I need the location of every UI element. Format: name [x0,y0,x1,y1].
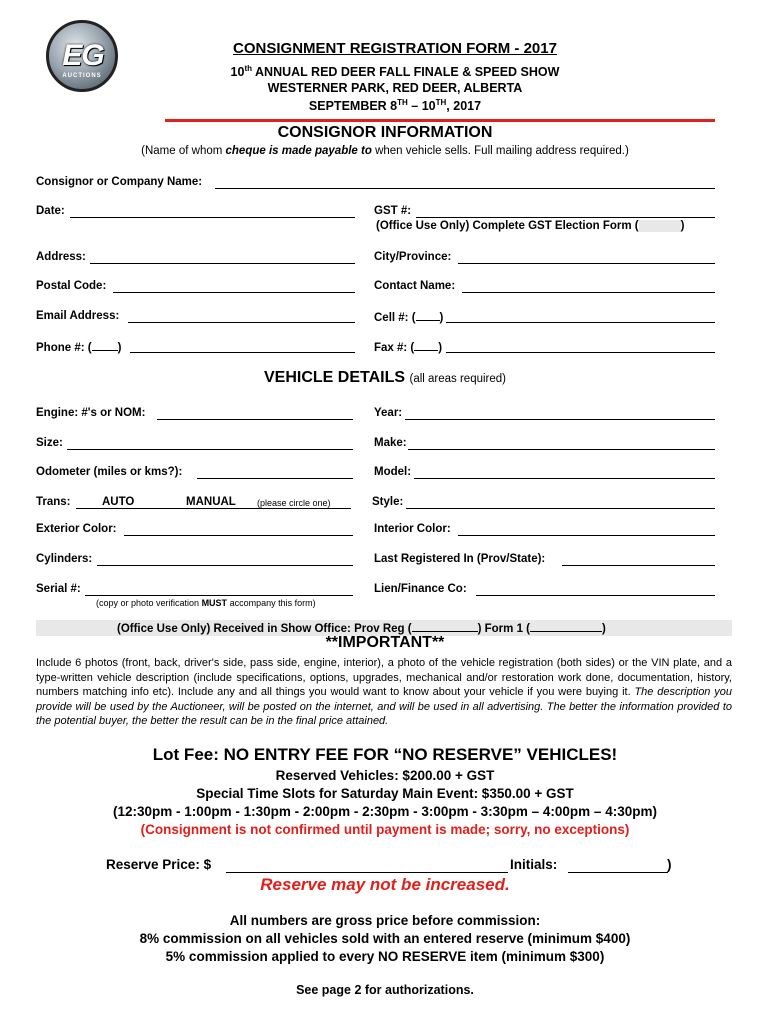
commission-no-reserve: 5% commission applied to every NO RESERVE item (minimum $300) [165,949,605,964]
make-field[interactable] [408,449,715,450]
cylinders-label: Cylinders: [36,553,93,565]
cell-label: Cell #: ( ) [374,312,444,324]
date-field[interactable] [70,217,355,218]
special-slot-fee: Special Time Slots for Saturday Main Event: $350.00 + GST [196,786,574,801]
postal-label: Postal Code: [36,280,107,292]
engine-label: Engine: #'s or NOM: [36,407,146,419]
consignor-note: (Name of whom cheque is made payable to when vehicle sells. Full mailing address required.) [141,145,629,157]
trans-note: (please circle one) [257,498,331,508]
interior-color-field[interactable] [458,535,715,536]
last-registered-field[interactable] [562,565,715,566]
reserved-fee: Reserved Vehicles: $200.00 + GST [275,768,495,783]
trans-auto-option[interactable]: AUTO [102,496,135,508]
serial-note: (copy or photo verification MUST accompany this form) [96,598,316,608]
phone-field[interactable] [130,352,355,353]
odometer-field[interactable] [197,478,353,479]
reserve-price-field[interactable] [226,872,508,873]
postal-field[interactable] [113,292,355,293]
fax-label: Fax #: ( ) [374,342,443,354]
last-registered-label: Last Registered In (Prov/State): [374,553,546,565]
logo-text: EG [62,39,104,72]
company-name-field[interactable] [215,188,715,189]
header-divider [165,119,715,122]
email-field[interactable] [128,322,355,323]
size-label: Size: [36,437,63,449]
commission-reserve: 8% commission on all vehicles sold with an entered reserve (minimum $400) [139,931,631,946]
vehicle-heading: VEHICLE DETAILS (all areas required) [263,369,506,386]
fax-field[interactable] [446,352,715,353]
important-body: Include 6 photos (front, back, driver's side, pass side, engine, interior), a photo of the vehicle registration (both sides) or the VIN plate, and a type-written vehicle description (include specifications, options, upgrades, mechanical and/or restoration work done, documentation, history, numbers matching info etc). Include any and all things you would want to know about your vehicle if you were buying it. The description you provide will be used by the Auctioneer, will be posted on the internet, and will be used in all advertising. The better the information provided to the potential buyer, the better the result can be in the final price attained. [36,657,732,728]
cylinders-field[interactable] [97,565,353,566]
time-slots: (12:30pm - 1:00pm - 1:30pm - 2:00pm - 2:30pm - 3:00pm - 3:30pm – 4:00pm – 4:30pm) [113,804,657,819]
reserve-warning: Reserve may not be increased. [260,875,510,894]
address-field[interactable] [90,263,355,264]
year-field[interactable] [405,419,715,420]
lien-label: Lien/Finance Co: [374,583,467,595]
city-field[interactable] [458,263,715,264]
initials-close: ) [667,857,672,872]
phone-label: Phone #: ( ) [36,342,122,354]
payment-note: (Consignment is not confirmed until payment is made; sorry, no exceptions) [140,822,630,837]
email-label: Email Address: [36,310,120,322]
model-field[interactable] [414,478,715,479]
office-use-text: (Office Use Only) Received in Show Office: Prov Reg ( ) Form 1 ( ) [117,623,606,635]
contact-field[interactable] [462,292,715,293]
gst-field[interactable] [416,217,715,218]
company-logo [46,20,118,92]
contact-label: Contact Name: [374,280,456,292]
see-page-2: See page 2 for authorizations. [296,983,474,997]
important-heading: **IMPORTANT** [325,634,445,651]
style-label: Style: [372,496,404,508]
style-field[interactable] [406,508,715,509]
gst-label: GST #: [374,205,412,217]
initials-label: Initials: [510,857,558,872]
city-label: City/Province: [374,251,452,263]
engine-field[interactable] [157,419,353,420]
reserve-price-label: Reserve Price: $ [106,857,212,872]
lien-field[interactable] [476,595,715,596]
lot-fee: Lot Fee: NO ENTRY FEE FOR “NO RESERVE” VEHICLES! [152,745,618,764]
event-dates: SEPTEMBER 8TH – 10TH, 2017 [308,98,482,114]
initials-field[interactable] [568,872,668,873]
cell-field[interactable] [446,322,715,323]
address-label: Address: [36,251,86,263]
serial-field[interactable] [85,595,353,596]
size-field[interactable] [67,449,353,450]
trans-manual-option[interactable]: MANUAL [186,496,236,508]
serial-label: Serial #: [36,583,81,595]
trans-field [76,508,351,509]
event-name: 10th ANNUAL RED DEER FALL FINALE & SPEED SHOW [230,64,560,80]
gst-office-note: (Office Use Only) Complete GST Election Form ( ) [376,220,685,233]
model-label: Model: [374,466,412,478]
make-label: Make: [374,437,407,449]
date-label: Date: [36,205,65,217]
exterior-color-label: Exterior Color: [36,523,117,535]
trans-label: Trans: [36,496,71,508]
year-label: Year: [374,407,403,419]
form-title: CONSIGNMENT REGISTRATION FORM - 2017 [233,40,557,57]
consignor-heading: CONSIGNOR INFORMATION [277,124,493,141]
company-name-label: Consignor or Company Name: [36,176,203,188]
exterior-color-field[interactable] [124,535,353,536]
event-venue: WESTERNER PARK, RED DEER, ALBERTA [267,81,523,95]
gross-note: All numbers are gross price before commission: [229,913,541,928]
logo-subtext: AUCTIONS [62,73,102,79]
odometer-label: Odometer (miles or kms?): [36,466,183,478]
interior-color-label: Interior Color: [374,523,451,535]
